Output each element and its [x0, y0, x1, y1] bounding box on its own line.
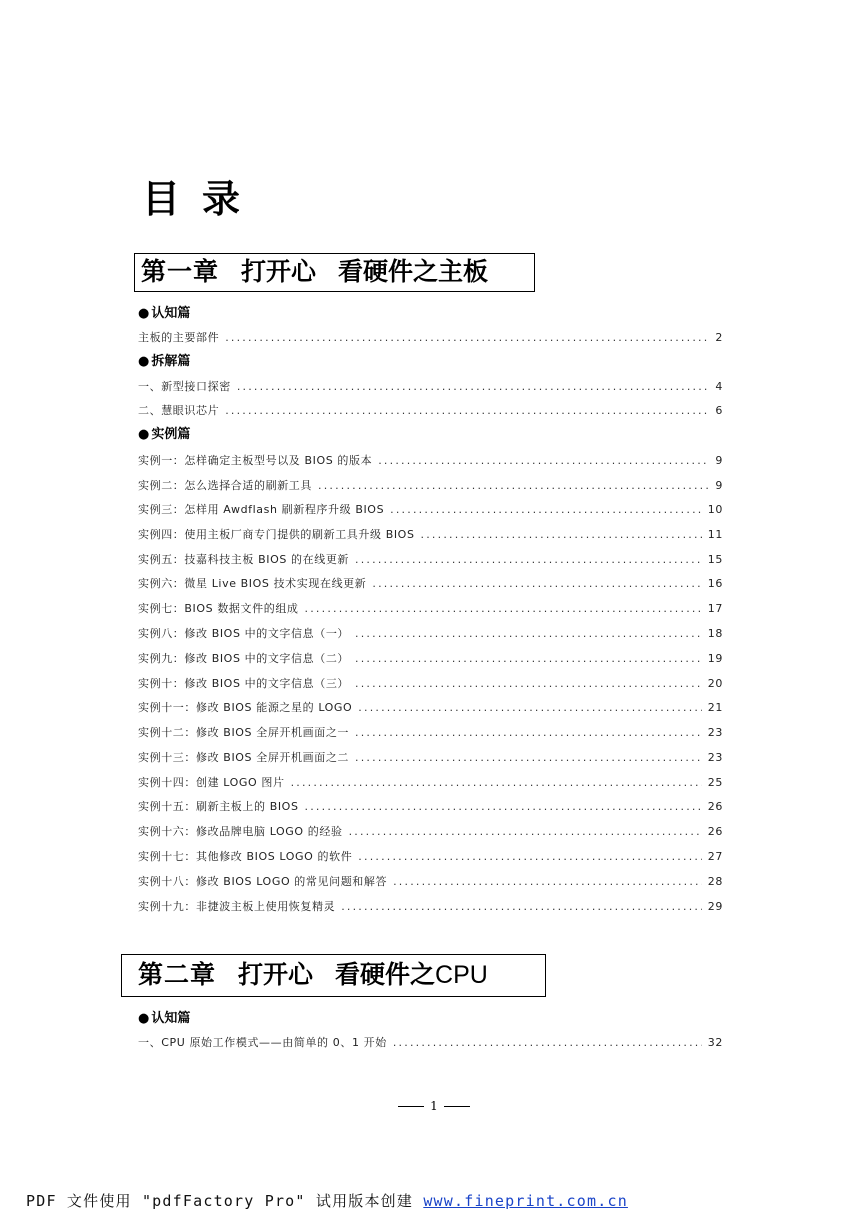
toc-entry-page: 6 [715, 404, 723, 417]
toc-entry-page: 9 [715, 479, 723, 492]
dot-leader [225, 402, 709, 420]
toc-entry-page: 32 [707, 1036, 723, 1049]
dot-leader [225, 329, 709, 347]
toc-entry-page: 28 [707, 875, 723, 888]
toc-entry-page: 18 [707, 627, 723, 640]
toc-entry-label: 实例二：怎么选择合适的刷新工具 [138, 479, 312, 492]
chapter-2-heading [121, 954, 546, 997]
section-heading-label: 认知篇 [151, 1011, 191, 1026]
dot-leader [378, 452, 709, 470]
toc-title: 目录 [142, 176, 263, 221]
toc-entry-label: 一、新型接口探密 [138, 380, 231, 393]
toc-entry-page: 20 [707, 677, 723, 690]
dot-leader [355, 625, 702, 643]
toc-entry-label: 实例十四：创建 LOGO 图片 [138, 776, 285, 789]
toc-entry[interactable] [138, 600, 723, 618]
toc-entry[interactable] [138, 873, 723, 891]
dot-leader [355, 675, 702, 693]
toc-entry[interactable] [138, 724, 723, 742]
footer-link[interactable]: www.fineprint.com.cn [423, 1192, 628, 1210]
chapter-2-title-part-b: 看硬件之 [335, 960, 436, 989]
dot-leader [355, 650, 702, 668]
toc-entry-page: 15 [707, 553, 723, 566]
toc-entry-page: 9 [715, 454, 723, 467]
toc-entry-label: 实例六：微星 Live BIOS 技术实现在线更新 [138, 577, 367, 590]
toc-entry-page: 16 [707, 577, 723, 590]
toc-entry-label: 主板的主要部件 [138, 331, 220, 344]
toc-entry[interactable] [138, 402, 723, 420]
toc-entry[interactable] [138, 452, 723, 470]
dot-leader [358, 699, 702, 717]
toc-entry-label: 实例十二：修改 BIOS 全屏开机画面之一 [138, 726, 350, 739]
bullet-icon: ● [138, 354, 150, 369]
toc-entry-label: 实例四：使用主板厂商专门提供的刷新工具升级 BIOS [138, 528, 415, 541]
toc-entry[interactable] [138, 1034, 723, 1052]
toc-entry[interactable] [138, 625, 723, 643]
dot-leader [390, 501, 702, 519]
section-heading [138, 1010, 190, 1028]
toc-entry-label: 实例十三：修改 BIOS 全屏开机画面之二 [138, 751, 350, 764]
dot-leader [355, 749, 702, 767]
toc-entry-label: 实例一：怎样确定主板型号以及 BIOS 的版本 [138, 454, 373, 467]
toc-entry-page: 17 [707, 602, 723, 615]
bullet-icon: ● [138, 306, 150, 321]
toc-entry[interactable] [138, 774, 723, 792]
toc-entry-label: 实例十七：其他修改 BIOS LOGO 的软件 [138, 850, 353, 863]
toc-entry[interactable] [138, 823, 723, 841]
dot-leader [393, 1034, 702, 1052]
dot-leader [393, 873, 702, 891]
toc-entry[interactable] [138, 898, 723, 916]
section-heading-label: 认知篇 [151, 306, 191, 321]
dot-leader [421, 526, 702, 544]
dot-leader [291, 774, 702, 792]
toc-entry-label: 实例十八：修改 BIOS LOGO 的常见问题和解答 [138, 875, 388, 888]
toc-entry[interactable] [138, 501, 723, 519]
chapter-1-prefix: 第一章 [141, 257, 220, 286]
bullet-icon: ● [138, 1011, 150, 1026]
toc-entry[interactable] [138, 378, 723, 396]
toc-entry-page: 29 [707, 900, 723, 913]
toc-entry[interactable] [138, 848, 723, 866]
section-heading [138, 305, 190, 323]
dot-leader [372, 575, 701, 593]
toc-entry-page: 25 [707, 776, 723, 789]
dot-leader [305, 798, 702, 816]
toc-entry[interactable] [138, 477, 723, 495]
toc-entry-label: 实例十：修改 BIOS 中的文字信息（三） [138, 677, 350, 690]
toc-entry-page: 21 [707, 701, 723, 714]
page-number [0, 1099, 868, 1113]
dot-leader [341, 898, 702, 916]
page-number-value: 1 [430, 1099, 438, 1113]
toc-entry-label: 实例十六：修改品牌电脑 LOGO 的经验 [138, 825, 343, 838]
dot-leader [305, 600, 702, 618]
section-heading [138, 353, 190, 371]
chapter-1-title-part-a: 打开心 [241, 257, 317, 286]
section-heading-label: 实例篇 [151, 427, 191, 442]
toc-entry-page: 26 [707, 825, 723, 838]
dot-leader [237, 378, 710, 396]
section-heading [138, 426, 190, 444]
toc-entry-page: 23 [707, 751, 723, 764]
toc-entry[interactable] [138, 675, 723, 693]
toc-entry-label: 实例五：技嘉科技主板 BIOS 的在线更新 [138, 553, 350, 566]
toc-entry-label: 实例九：修改 BIOS 中的文字信息（二） [138, 652, 350, 665]
chapter-2-title-part-a: 打开心 [238, 960, 314, 989]
chapter-1-title-part-b: 看硬件之主板 [338, 257, 489, 286]
toc-entry-label: 一、CPU 原始工作模式——由简单的 0、1 开始 [138, 1036, 387, 1049]
toc-entry[interactable] [138, 699, 723, 717]
toc-entry-page: 19 [707, 652, 723, 665]
toc-entry-page: 4 [715, 380, 723, 393]
section-heading-label: 拆解篇 [151, 354, 191, 369]
dot-leader [318, 477, 709, 495]
toc-entry-label: 实例十一：修改 BIOS 能源之星的 LOGO [138, 701, 353, 714]
page-number-rule-left [398, 1106, 424, 1107]
toc-entry-label: 实例十九：非捷波主板上使用恢复精灵 [138, 900, 336, 913]
toc-entry-page: 27 [707, 850, 723, 863]
toc-entry-label: 实例十五：刷新主板上的 BIOS [138, 800, 299, 813]
footer-text: PDF 文件使用 "pdfFactory Pro" 试用版本创建 [26, 1192, 414, 1210]
page-number-rule-right [444, 1106, 470, 1107]
toc-entry-label: 实例三：怎样用 Awdflash 刷新程序升级 BIOS [138, 503, 385, 516]
toc-entry-page: 10 [707, 503, 723, 516]
toc-entry-label: 二、慧眼识芯片 [138, 404, 220, 417]
toc-entry[interactable] [138, 526, 723, 544]
chapter-2-prefix: 第二章 [138, 960, 217, 989]
chapter-1-heading [134, 253, 535, 292]
toc-entry[interactable] [138, 650, 723, 668]
toc-entry[interactable] [138, 798, 723, 816]
chapter-2-title-part-c: CPU [435, 961, 488, 989]
toc-entry[interactable] [138, 551, 723, 569]
toc-entry[interactable] [138, 749, 723, 767]
dot-leader [349, 823, 702, 841]
toc-entry[interactable] [138, 329, 723, 347]
pdf-footer [26, 1190, 628, 1211]
dot-leader [355, 724, 702, 742]
toc-entry[interactable] [138, 575, 723, 593]
toc-entry-page: 26 [707, 800, 723, 813]
toc-entry-page: 11 [707, 528, 723, 541]
dot-leader [358, 848, 702, 866]
toc-entry-label: 实例七：BIOS 数据文件的组成 [138, 602, 299, 615]
toc-entry-label: 实例八：修改 BIOS 中的文字信息（一） [138, 627, 350, 640]
bullet-icon: ● [138, 427, 150, 442]
toc-entry-page: 2 [715, 331, 723, 344]
toc-entry-page: 23 [707, 726, 723, 739]
dot-leader [355, 551, 702, 569]
